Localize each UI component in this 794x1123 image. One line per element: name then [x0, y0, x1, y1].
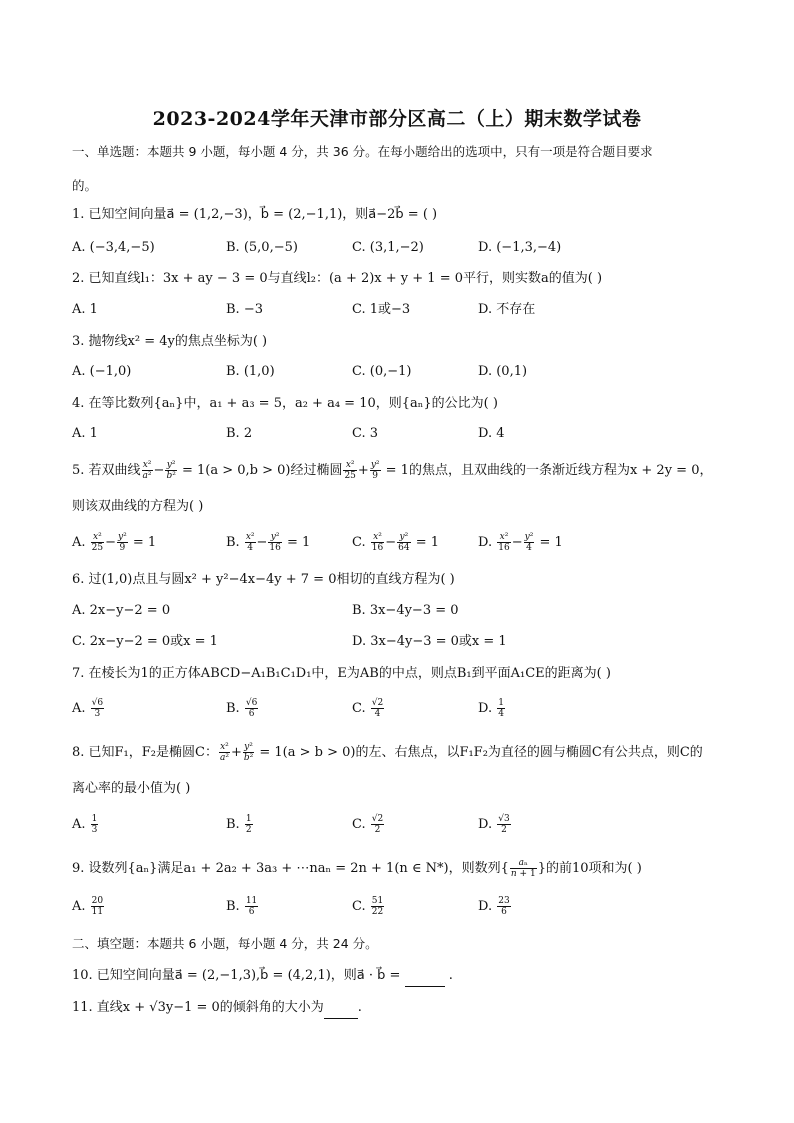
q5-stem-part-b: = 1(a > 0,b > 0)经过椭圆 [177, 463, 343, 478]
q11-stem [72, 998, 362, 1019]
q9-stem [72, 858, 642, 879]
q10-answer-blank[interactable] [405, 966, 445, 987]
q10-stem-part-a: 10. 已知空间向量a⃗ = (2,−1,3),b⃗ = (4,2,1)，则a⃗ · b⃗ = [72, 968, 401, 983]
q5-frac-y2-b2: $\frac{\text{y²}}{\text{b²}}$ [166, 460, 176, 481]
q10-stem [72, 966, 453, 987]
q7-option-a: A. $\frac{√6}{3}$ [72, 698, 104, 719]
q2-option-c: C. 1或−3 [352, 302, 411, 317]
q11-stem-part-a: 11. 直线x + √3y−1 = 0的倾斜角的大小为 [72, 1000, 324, 1015]
q3-option-a: A. (−1,0) [72, 364, 132, 379]
q5-frac-y2-9: $\frac{\text{y²}}{9}$ [370, 460, 380, 481]
q7-option-b: B. $\frac{√6}{6}$ [226, 698, 258, 719]
q8-option-b: B. $\frac{1}{2}$ [226, 814, 252, 835]
q4-option-b: B. 2 [226, 426, 253, 441]
q5-option-d: D. $\frac{\text{x²}}{16}$ − $\frac{\text{y²}}{4}$ = 1 [478, 532, 563, 553]
q3-option-b: B. (1,0) [226, 364, 275, 379]
q4-option-a: A. 1 [72, 426, 98, 441]
q4-option-c: C. 3 [352, 426, 379, 441]
page-title: 2023-2024学年天津市部分区高二（上）期末数学试卷 [152, 108, 642, 130]
q2-option-d: D. 不存在 [478, 302, 536, 317]
q8-stem: 8. 已知F₁，F₂是椭圆C： $\frac{\text{x²}}{\text{a²}}$ + $\frac{\text{y²}}{\text{b²}}$ = 1(a > b > 0)的左、右焦点，以F₁F₂为直径的圆与椭圆C有公共点，则C的 [72, 742, 703, 763]
q9-stem-part-a: 9. 设数列{aₙ}满足a₁ + 2a₂ + 3a₃ + ⋯naₙ = 2n + 1(n ∈ N*)，则数列{ [72, 861, 509, 876]
q11-stem-part-b: . [357, 1000, 362, 1015]
q8-frac-x2-a2: $\frac{\text{x²}}{\text{a²}}$ [219, 742, 229, 763]
q2-option-b: B. −3 [226, 302, 263, 317]
q5-stem-part-c: = 1的焦点，且双曲线的一条渐近线方程为x + 2y = 0， [381, 463, 713, 478]
q3-option-d: D. (0,1) [478, 364, 528, 379]
q1-option-b: B. (5,0,−5) [226, 240, 298, 255]
q4-stem: 4. 在等比数列{aₙ}中，a₁ + a₃ = 5，a₂ + a₄ = 10，则{aₙ}的公比为( ) [72, 396, 498, 411]
q5-frac-x2-25: $\frac{\text{x²}}{25}$ [344, 460, 356, 481]
q5-frac-x2-a2: $\frac{\text{x²}}{\text{a²}}$ [142, 460, 152, 481]
q1-stem: 1. 已知空间向量a⃗ = (1,2,−3)，b⃗ = (2,−1,1)，则a⃗−2b⃗ = ( ) [72, 207, 438, 222]
q6-stem: 6. 过(1,0)点且与圆x² + y²−4x−4y + 7 = 0相切的直线方程为( ) [72, 572, 455, 587]
section1-heading-line1: 一、单选题：本题共 9 小题，每小题 4 分，共 36 分。在每小题给出的选项中，只有一项是符合题目要求 [72, 144, 653, 159]
q10-stem-part-b: . [444, 968, 453, 983]
q5-stem-part-a: 5. 若双曲线 [72, 463, 141, 478]
q5-option-a: A. $\frac{\text{x²}}{25}$ − $\frac{\text{y²}}{9}$ = 1 [72, 532, 157, 553]
q3-option-c: C. (0,−1) [352, 364, 412, 379]
q8-stem-line2: 离心率的最小值为( ) [72, 781, 191, 796]
q9-option-b: B. $\frac{11}{6}$ [226, 896, 258, 917]
q7-option-c: C. $\frac{√2}{4}$ [352, 698, 384, 719]
q1-option-d: D. (−1,3,−4) [478, 240, 562, 255]
section1-heading-line2: 的。 [72, 178, 98, 193]
q2-option-a: A. 1 [72, 302, 98, 317]
q6-option-b: B. 3x−4y−3 = 0 [352, 603, 459, 618]
q7-option-d: D. $\frac{1}{4}$ [478, 698, 504, 719]
q8-option-a: A. $\frac{1}{3}$ [72, 814, 98, 835]
q8-stem-part-b: = 1(a > b > 0)的左、右焦点，以F₁F₂为直径的圆与椭圆C有公共点，则C的 [255, 745, 703, 760]
q2-stem: 2. 已知直线l₁：3x + ay − 3 = 0与直线l₂：(a + 2)x + y + 1 = 0平行，则实数a的值为( ) [72, 271, 603, 286]
q3-stem: 3. 抛物线x² = 4y的焦点坐标为( ) [72, 334, 268, 349]
section2-heading: 二、填空题：本题共 6 小题，每小题 4 分，共 24 分。 [72, 936, 378, 951]
q1-option-a: A. (−3,4,−5) [72, 240, 155, 255]
q8-frac-y2-b2: $\frac{\text{y²}}{\text{b²}}$ [243, 742, 254, 763]
q5-option-c: C. $\frac{\text{x²}}{16}$ − $\frac{\text{y²}}{64}$ = 1 [352, 532, 440, 553]
q9-option-d: D. $\frac{23}{6}$ [478, 896, 510, 917]
q5-stem: 5. 若双曲线 $\frac{\text{x²}}{\text{a²}}$ − $\frac{\text{y²}}{\text{b²}}$ = 1(a > 0,b > 0)经过椭圆 $\frac{\text{x²}}{25}$ + $\frac{\text{y²}}{9}$ = 1的焦点，且双曲线的一条渐近线方程为x + 2y = 0， [72, 460, 713, 481]
q5-stem-line2: 则该双曲线的方程为( ) [72, 499, 204, 514]
q6-option-d: D. 3x−4y−3 = 0或x = 1 [352, 634, 507, 649]
q8-stem-part-a: 8. 已知F₁，F₂是椭圆C： [72, 745, 218, 760]
q6-option-a: A. 2x−y−2 = 0 [72, 603, 171, 618]
q8-option-c: C. $\frac{√2}{2}$ [352, 814, 384, 835]
q6-option-c: C. 2x−y−2 = 0或x = 1 [72, 634, 218, 649]
q11-answer-blank[interactable] [324, 998, 358, 1019]
q7-stem: 7. 在棱长为1的正方体ABCD−A₁B₁C₁D₁中，E为AB的中点，则点B₁到平面A₁CE的距离为( ) [72, 666, 611, 681]
q4-option-d: D. 4 [478, 426, 505, 441]
q9-stem-part-b: }的前10项和为( ) [537, 861, 642, 876]
q5-option-b: B. $\frac{\text{x²}}{4}$ − $\frac{\text{y²}}{16}$ = 1 [226, 532, 311, 553]
q9-option-a: A. $\frac{20}{11}$ [72, 896, 104, 917]
q9-frac-an-n1: $\frac{\text{aₙ}}{n + 1}$ [510, 858, 536, 879]
q8-option-d: D. $\frac{√3}{2}$ [478, 814, 510, 835]
q9-option-c: C. $\frac{51}{22}$ [352, 896, 384, 917]
q1-option-c: C. (3,1,−2) [352, 240, 424, 255]
